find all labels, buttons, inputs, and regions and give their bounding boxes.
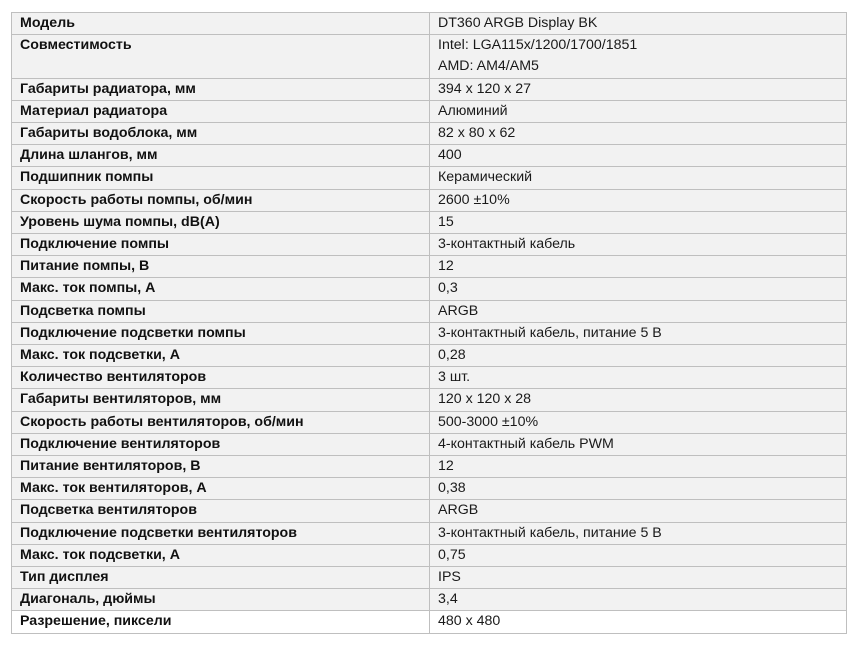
spec-parameter: Скорость работы вентиляторов, об/мин	[12, 411, 430, 433]
spec-value: 480 x 480	[430, 611, 847, 633]
spec-row-fan-power	[12, 456, 847, 478]
spec-value: 0,38	[430, 478, 847, 500]
spec-value: 12	[430, 256, 847, 278]
spec-value: 400	[430, 145, 847, 167]
spec-row-fan-count	[12, 367, 847, 389]
spec-value: 12	[430, 456, 847, 478]
spec-parameter: Подключение подсветки вентиляторов	[12, 522, 430, 544]
spec-row-pump-power	[12, 256, 847, 278]
spec-row-pump-connector	[12, 234, 847, 256]
spec-row-fan-lighting-current	[12, 544, 847, 566]
spec-parameter: Подключение помпы	[12, 234, 430, 256]
spec-parameter: Подключение подсветки помпы	[12, 322, 430, 344]
spec-parameter: Макс. ток подсветки, А	[12, 544, 430, 566]
spec-row-fan-max-current	[12, 478, 847, 500]
spec-row-pump-max-current	[12, 278, 847, 300]
spec-parameter: Подшипник помпы	[12, 167, 430, 189]
spec-parameter: Уровень шума помпы, dB(A)	[12, 211, 430, 233]
spec-value: 500-3000 ±10%	[430, 411, 847, 433]
spec-value: 0,75	[430, 544, 847, 566]
spec-value: Керамический	[430, 167, 847, 189]
spec-row-pump-lighting-connector	[12, 322, 847, 344]
spec-parameter: Подсветка вентиляторов	[12, 500, 430, 522]
spec-row-fan-lighting-connector	[12, 522, 847, 544]
spec-row-pump-bearing	[12, 167, 847, 189]
spec-row-display-resolution	[12, 611, 847, 633]
spec-row-model	[12, 13, 847, 35]
spec-parameter: Питание помпы, В	[12, 256, 430, 278]
spec-parameter: Диагональ, дюймы	[12, 589, 430, 611]
spec-value: IPS	[430, 567, 847, 589]
spec-row-display-diagonal	[12, 589, 847, 611]
spec-value	[430, 35, 847, 78]
spec-value: 2600 ±10%	[430, 189, 847, 211]
spec-parameter: Тип дисплея	[12, 567, 430, 589]
spec-row-display-type	[12, 567, 847, 589]
spec-value: DT360 ARGB Display BK	[430, 13, 847, 35]
spec-parameter: Количество вентиляторов	[12, 367, 430, 389]
spec-value: 4-контактный кабель PWM	[430, 433, 847, 455]
spec-parameter: Подключение вентиляторов	[12, 433, 430, 455]
spec-row-radiator-material	[12, 100, 847, 122]
spec-parameter: Подсветка помпы	[12, 300, 430, 322]
spec-row-pump-noise	[12, 211, 847, 233]
spec-parameter: Модель	[12, 13, 430, 35]
spec-parameter: Материал радиатора	[12, 100, 430, 122]
spec-parameter: Габариты радиатора, мм	[12, 78, 430, 100]
spec-row-compatibility	[12, 35, 847, 78]
spec-parameter: Длина шлангов, мм	[12, 145, 430, 167]
spec-value: 3-контактный кабель, питание 5 В	[430, 322, 847, 344]
spec-parameter: Макс. ток вентиляторов, А	[12, 478, 430, 500]
spec-row-pump-lighting	[12, 300, 847, 322]
spec-row-fan-connector	[12, 433, 847, 455]
spec-row-fan-dimensions	[12, 389, 847, 411]
spec-value-line: Intel: LGA115x/1200/1700/1851	[438, 37, 638, 54]
spec-row-pump-lighting-current	[12, 345, 847, 367]
spec-value: Алюминий	[430, 100, 847, 122]
spec-value: 3-контактный кабель, питание 5 В	[430, 522, 847, 544]
specifications-table-body	[12, 13, 847, 634]
spec-parameter: Скорость работы помпы, об/мин	[12, 189, 430, 211]
spec-row-waterblock-dimensions	[12, 123, 847, 145]
spec-row-radiator-dimensions	[12, 78, 847, 100]
spec-value: 394 x 120 x 27	[430, 78, 847, 100]
spec-parameter: Макс. ток помпы, А	[12, 278, 430, 300]
spec-value: 15	[430, 211, 847, 233]
spec-parameter: Совместимость	[12, 35, 430, 78]
spec-value: 82 x 80 x 62	[430, 123, 847, 145]
spec-value: 120 x 120 x 28	[430, 389, 847, 411]
spec-value: 0,3	[430, 278, 847, 300]
spec-row-fan-speed	[12, 411, 847, 433]
spec-row-pump-speed	[12, 189, 847, 211]
spec-value: 3 шт.	[430, 367, 847, 389]
spec-value: ARGB	[430, 500, 847, 522]
spec-parameter: Габариты водоблока, мм	[12, 123, 430, 145]
spec-parameter: Разрешение, пиксели	[12, 611, 430, 633]
spec-parameter: Макс. ток подсветки, А	[12, 345, 430, 367]
spec-value: ARGB	[430, 300, 847, 322]
spec-parameter: Питание вентиляторов, В	[12, 456, 430, 478]
specifications-table	[11, 12, 847, 634]
spec-row-fan-lighting	[12, 500, 847, 522]
spec-parameter: Габариты вентиляторов, мм	[12, 389, 430, 411]
spec-value: 3,4	[430, 589, 847, 611]
spec-value-line: AMD: AM4/AM5	[438, 58, 539, 75]
spec-value: 3-контактный кабель	[430, 234, 847, 256]
spec-row-hose-length	[12, 145, 847, 167]
spec-value: 0,28	[430, 345, 847, 367]
